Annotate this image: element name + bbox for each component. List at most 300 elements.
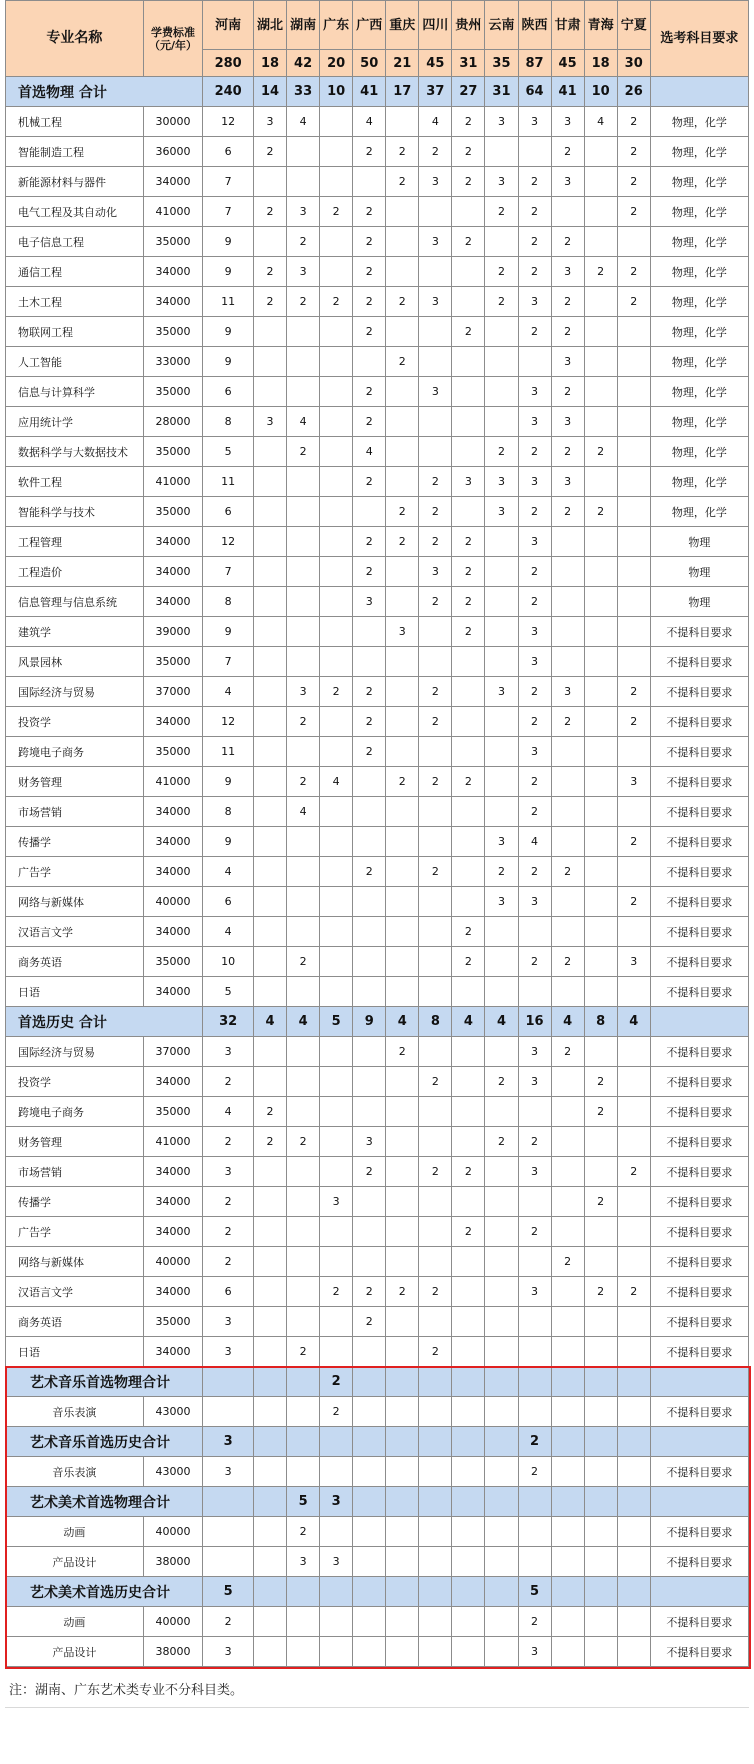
- province-count: [551, 617, 584, 647]
- section-total-row: [6, 1367, 749, 1397]
- tuition-header: 学费标准（元/年）: [143, 1, 203, 77]
- province-count: [419, 947, 452, 977]
- province-count: [320, 887, 353, 917]
- province-count: [287, 1457, 320, 1487]
- major-name: 音乐表演: [6, 1397, 144, 1427]
- province-total: 42: [287, 50, 320, 77]
- province-count: [386, 107, 419, 137]
- major-name: 电气工程及其自动化: [6, 197, 144, 227]
- province-count: 2: [518, 497, 551, 527]
- subject-requirement: 不提科目要求: [650, 1547, 748, 1577]
- subject-requirement: 不提科目要求: [650, 1307, 748, 1337]
- province-count: 10: [203, 947, 254, 977]
- province-count: [287, 1097, 320, 1127]
- province-count: [320, 1517, 353, 1547]
- province-count: 7: [203, 647, 254, 677]
- tuition-fee: 35000: [143, 947, 203, 977]
- province-count: 12: [203, 707, 254, 737]
- province-count: [254, 1607, 287, 1637]
- province-count: [320, 587, 353, 617]
- tuition-fee: 35000: [143, 227, 203, 257]
- tuition-fee: 35000: [143, 1307, 203, 1337]
- province-count: 2: [353, 227, 386, 257]
- province-count: [584, 737, 617, 767]
- section-requirement-empty: [650, 1427, 748, 1457]
- province-count: [551, 527, 584, 557]
- section-requirement-empty: [650, 1007, 748, 1037]
- province-count: 6: [203, 1277, 254, 1307]
- major-name: 工程管理: [6, 527, 144, 557]
- table-row: [6, 1517, 749, 1547]
- province-count: [584, 677, 617, 707]
- province-count: [551, 1307, 584, 1337]
- province-count: 3: [254, 407, 287, 437]
- section-name: 艺术美术首选历史合计: [6, 1577, 203, 1607]
- province-count: 2: [518, 197, 551, 227]
- province-count: [485, 1397, 518, 1427]
- enrollment-plan-table: [5, 0, 749, 1667]
- section-province-total: [353, 1577, 386, 1607]
- section-province-total: 2: [320, 1367, 353, 1397]
- table-row: [6, 227, 749, 257]
- province-count: 2: [353, 737, 386, 767]
- province-count: 3: [518, 287, 551, 317]
- province-count: [617, 977, 650, 1007]
- table-row: [6, 1037, 749, 1067]
- province-count: 2: [419, 137, 452, 167]
- section-province-total: [386, 1367, 419, 1397]
- table-row: [6, 137, 749, 167]
- province-count: [617, 227, 650, 257]
- province-count: [551, 647, 584, 677]
- province-count: [584, 587, 617, 617]
- province-count: 2: [518, 227, 551, 257]
- province-header: 广西: [353, 1, 386, 50]
- province-count: 3: [518, 527, 551, 557]
- tuition-fee: 35000: [143, 437, 203, 467]
- province-count: [584, 1607, 617, 1637]
- province-count: [584, 887, 617, 917]
- province-count: 2: [551, 947, 584, 977]
- province-count: 4: [287, 797, 320, 827]
- province-count: 2: [551, 137, 584, 167]
- province-count: 2: [452, 107, 485, 137]
- province-count: 2: [203, 1187, 254, 1217]
- province-count: [287, 1277, 320, 1307]
- section-province-total: [287, 1367, 320, 1397]
- tuition-fee: 34000: [143, 917, 203, 947]
- province-count: [452, 347, 485, 377]
- major-name: 市场营销: [6, 797, 144, 827]
- section-province-total: [551, 1487, 584, 1517]
- table-row: [6, 1457, 749, 1487]
- province-count: 3: [551, 467, 584, 497]
- section-province-total: [518, 1367, 551, 1397]
- province-count: 4: [518, 827, 551, 857]
- province-count: 3: [485, 887, 518, 917]
- province-count: [419, 1217, 452, 1247]
- province-count: [287, 737, 320, 767]
- province-count: 3: [518, 1157, 551, 1187]
- province-count: [287, 1307, 320, 1337]
- province-count: 2: [518, 707, 551, 737]
- province-count: [452, 977, 485, 1007]
- province-count: 2: [353, 677, 386, 707]
- province-count: 9: [203, 317, 254, 347]
- tuition-fee: 34000: [143, 857, 203, 887]
- province-count: [353, 1547, 386, 1577]
- province-count: [254, 647, 287, 677]
- province-count: 3: [518, 617, 551, 647]
- province-count: 2: [617, 1277, 650, 1307]
- section-province-total: 27: [452, 77, 485, 107]
- section-province-total: [617, 1577, 650, 1607]
- table-row: [6, 827, 749, 857]
- province-header: 河南: [203, 1, 254, 50]
- province-count: [485, 647, 518, 677]
- province-count: [254, 1637, 287, 1667]
- province-count: 2: [353, 287, 386, 317]
- province-count: 3: [518, 887, 551, 917]
- province-count: 2: [452, 227, 485, 257]
- province-count: [452, 1517, 485, 1547]
- province-count: [287, 1187, 320, 1217]
- province-count: [584, 857, 617, 887]
- subject-requirement: 不提科目要求: [650, 1067, 748, 1097]
- subject-requirement: 物理，化学: [650, 257, 748, 287]
- province-count: [320, 107, 353, 137]
- province-count: 5: [203, 977, 254, 1007]
- province-count: 2: [551, 317, 584, 347]
- province-count: [320, 527, 353, 557]
- tuition-fee: 41000: [143, 1127, 203, 1157]
- tuition-fee: 34000: [143, 1217, 203, 1247]
- province-count: 12: [203, 107, 254, 137]
- province-count: [617, 647, 650, 677]
- subject-requirement: 不提科目要求: [650, 677, 748, 707]
- tuition-fee: 40000: [143, 1247, 203, 1277]
- province-count: [452, 1247, 485, 1277]
- province-count: [419, 1247, 452, 1277]
- province-count: 2: [353, 467, 386, 497]
- province-count: [386, 947, 419, 977]
- province-count: 11: [203, 287, 254, 317]
- province-count: [287, 1037, 320, 1067]
- section-province-total: 2: [518, 1427, 551, 1457]
- province-count: 3: [287, 1547, 320, 1577]
- province-count: [551, 887, 584, 917]
- province-count: [584, 767, 617, 797]
- province-count: [353, 1097, 386, 1127]
- tuition-fee: 34000: [143, 257, 203, 287]
- province-count: [617, 857, 650, 887]
- province-count: [386, 917, 419, 947]
- province-count: 3: [485, 497, 518, 527]
- province-count: [254, 1157, 287, 1187]
- province-count: [254, 977, 287, 1007]
- province-count: [419, 1307, 452, 1337]
- province-count: 3: [203, 1157, 254, 1187]
- subject-requirement: 不提科目要求: [650, 737, 748, 767]
- province-count: [386, 1337, 419, 1367]
- table-row: [6, 197, 749, 227]
- province-count: [287, 377, 320, 407]
- province-count: 2: [320, 197, 353, 227]
- province-count: 2: [419, 857, 452, 887]
- province-count: [485, 1637, 518, 1667]
- province-count: [386, 317, 419, 347]
- major-name: 网络与新媒体: [6, 1247, 144, 1277]
- province-count: 2: [287, 767, 320, 797]
- province-count: [353, 1337, 386, 1367]
- province-count: 11: [203, 467, 254, 497]
- province-count: [551, 1127, 584, 1157]
- province-count: [320, 1337, 353, 1367]
- major-name: 应用统计学: [6, 407, 144, 437]
- province-count: [485, 557, 518, 587]
- province-count: [485, 1187, 518, 1217]
- province-count: 2: [386, 347, 419, 377]
- province-count: 2: [254, 287, 287, 317]
- province-count: 2: [386, 1037, 419, 1067]
- table-row: [6, 527, 749, 557]
- table-row: [6, 167, 749, 197]
- province-count: 2: [551, 857, 584, 887]
- province-count: 3: [485, 467, 518, 497]
- table-row: [6, 677, 749, 707]
- province-count: 2: [320, 1277, 353, 1307]
- province-count: [617, 557, 650, 587]
- province-count: 2: [353, 377, 386, 407]
- province-total: 21: [386, 50, 419, 77]
- province-count: [485, 1307, 518, 1337]
- province-count: [584, 1127, 617, 1157]
- province-count: [617, 1547, 650, 1577]
- major-name: 传播学: [6, 827, 144, 857]
- province-count: [584, 1217, 617, 1247]
- table-row: [6, 617, 749, 647]
- province-count: [254, 167, 287, 197]
- subject-requirement: 不提科目要求: [650, 1637, 748, 1667]
- section-province-total: 31: [485, 77, 518, 107]
- province-count: 2: [518, 557, 551, 587]
- province-count: 2: [353, 197, 386, 227]
- province-count: [452, 1127, 485, 1157]
- province-count: [419, 407, 452, 437]
- province-count: [254, 1397, 287, 1427]
- subject-requirement: 物理，化学: [650, 497, 748, 527]
- province-count: [584, 617, 617, 647]
- section-province-total: [353, 1487, 386, 1517]
- province-count: [254, 707, 287, 737]
- province-count: [353, 947, 386, 977]
- subject-requirement: 不提科目要求: [650, 1457, 748, 1487]
- province-count: [452, 1067, 485, 1097]
- province-count: 3: [485, 827, 518, 857]
- subject-requirement: 不提科目要求: [650, 707, 748, 737]
- major-name: 物联网工程: [6, 317, 144, 347]
- province-count: [386, 1097, 419, 1127]
- major-name: 投资学: [6, 1067, 144, 1097]
- province-count: [320, 917, 353, 947]
- province-count: [617, 1637, 650, 1667]
- table-row: [6, 437, 749, 467]
- subject-requirement: 不提科目要求: [650, 917, 748, 947]
- province-count: [254, 437, 287, 467]
- section-province-total: 8: [419, 1007, 452, 1037]
- province-count: [551, 1157, 584, 1187]
- tuition-fee: 40000: [143, 1607, 203, 1637]
- province-count: 3: [551, 167, 584, 197]
- province-count: 7: [203, 167, 254, 197]
- province-count: 4: [287, 107, 320, 137]
- province-count: [287, 587, 320, 617]
- province-count: 8: [203, 587, 254, 617]
- province-count: [617, 1247, 650, 1277]
- province-header: 云南: [485, 1, 518, 50]
- province-count: [287, 857, 320, 887]
- province-count: 2: [485, 1067, 518, 1097]
- province-count: [386, 887, 419, 917]
- province-count: [452, 1097, 485, 1127]
- section-province-total: [485, 1367, 518, 1397]
- province-count: 11: [203, 737, 254, 767]
- table-row: [6, 1337, 749, 1367]
- major-name: 信息管理与信息系统: [6, 587, 144, 617]
- province-header: 陕西: [518, 1, 551, 50]
- province-count: [353, 1607, 386, 1637]
- province-count: [452, 887, 485, 917]
- major-name: 风景园林: [6, 647, 144, 677]
- province-count: [254, 1517, 287, 1547]
- province-count: [584, 1397, 617, 1427]
- province-count: [386, 1637, 419, 1667]
- province-count: [452, 797, 485, 827]
- province-count: 2: [203, 1247, 254, 1277]
- province-count: 6: [203, 137, 254, 167]
- province-count: 2: [386, 497, 419, 527]
- province-count: [551, 1187, 584, 1217]
- section-total-row: [6, 1427, 749, 1457]
- subject-requirement: 不提科目要求: [650, 947, 748, 977]
- province-count: [287, 527, 320, 557]
- province-count: [287, 347, 320, 377]
- province-count: [386, 1607, 419, 1637]
- province-count: [551, 587, 584, 617]
- province-count: 2: [485, 257, 518, 287]
- province-count: [551, 767, 584, 797]
- province-count: 3: [617, 767, 650, 797]
- province-count: [353, 1187, 386, 1217]
- section-province-total: [386, 1577, 419, 1607]
- province-count: [353, 647, 386, 677]
- province-count: [320, 437, 353, 467]
- major-name: 广告学: [6, 857, 144, 887]
- province-count: 2: [353, 707, 386, 737]
- province-count: [584, 707, 617, 737]
- province-count: [353, 1637, 386, 1667]
- province-count: [386, 1157, 419, 1187]
- province-count: [320, 647, 353, 677]
- province-count: [320, 1247, 353, 1277]
- province-count: [551, 1547, 584, 1577]
- section-province-total: [452, 1367, 485, 1397]
- province-count: [584, 1457, 617, 1487]
- province-count: 2: [485, 1127, 518, 1157]
- province-count: 2: [518, 797, 551, 827]
- table-row: [6, 767, 749, 797]
- province-count: [551, 977, 584, 1007]
- province-count: [617, 737, 650, 767]
- subject-requirement: 物理，化学: [650, 227, 748, 257]
- province-count: 4: [203, 677, 254, 707]
- section-name: 首选历史 合计: [6, 1007, 203, 1037]
- province-count: 2: [551, 437, 584, 467]
- major-name: 汉语言文学: [6, 1277, 144, 1307]
- province-count: [386, 587, 419, 617]
- subject-requirement: 不提科目要求: [650, 857, 748, 887]
- province-count: 2: [452, 917, 485, 947]
- province-count: 2: [617, 887, 650, 917]
- province-count: [353, 1397, 386, 1427]
- subject-requirement: 不提科目要求: [650, 1277, 748, 1307]
- province-count: [518, 137, 551, 167]
- province-count: 2: [386, 1277, 419, 1307]
- province-count: [320, 317, 353, 347]
- province-count: 7: [203, 557, 254, 587]
- subject-requirement: 物理，化学: [650, 407, 748, 437]
- section-total-row: [6, 1487, 749, 1517]
- province-count: [353, 1517, 386, 1547]
- province-count: [584, 1547, 617, 1577]
- tuition-fee: 40000: [143, 887, 203, 917]
- province-count: [485, 317, 518, 347]
- province-count: [485, 1337, 518, 1367]
- province-count: [287, 1247, 320, 1277]
- province-count: [485, 227, 518, 257]
- province-count: [419, 1397, 452, 1427]
- province-count: [320, 1307, 353, 1337]
- province-count: 2: [386, 167, 419, 197]
- province-count: 3: [254, 107, 287, 137]
- province-count: [584, 167, 617, 197]
- table-row: [6, 1067, 749, 1097]
- table-row: [6, 1157, 749, 1187]
- province-count: 2: [353, 407, 386, 437]
- subject-requirement: 不提科目要求: [650, 1157, 748, 1187]
- province-count: 2: [203, 1127, 254, 1157]
- section-province-total: [584, 1427, 617, 1457]
- province-count: [551, 917, 584, 947]
- section-province-total: [551, 1577, 584, 1607]
- province-count: [584, 1517, 617, 1547]
- major-name: 国际经济与贸易: [6, 1037, 144, 1067]
- province-count: [320, 167, 353, 197]
- province-count: [551, 1277, 584, 1307]
- province-count: [452, 287, 485, 317]
- province-count: [485, 617, 518, 647]
- province-count: [584, 797, 617, 827]
- tuition-fee: 41000: [143, 197, 203, 227]
- province-count: 2: [353, 1277, 386, 1307]
- province-count: 2: [203, 1607, 254, 1637]
- province-count: [203, 1547, 254, 1577]
- province-count: 2: [419, 707, 452, 737]
- province-count: [386, 797, 419, 827]
- section-province-total: [419, 1577, 452, 1607]
- table-row: [6, 257, 749, 287]
- province-count: 2: [254, 1127, 287, 1157]
